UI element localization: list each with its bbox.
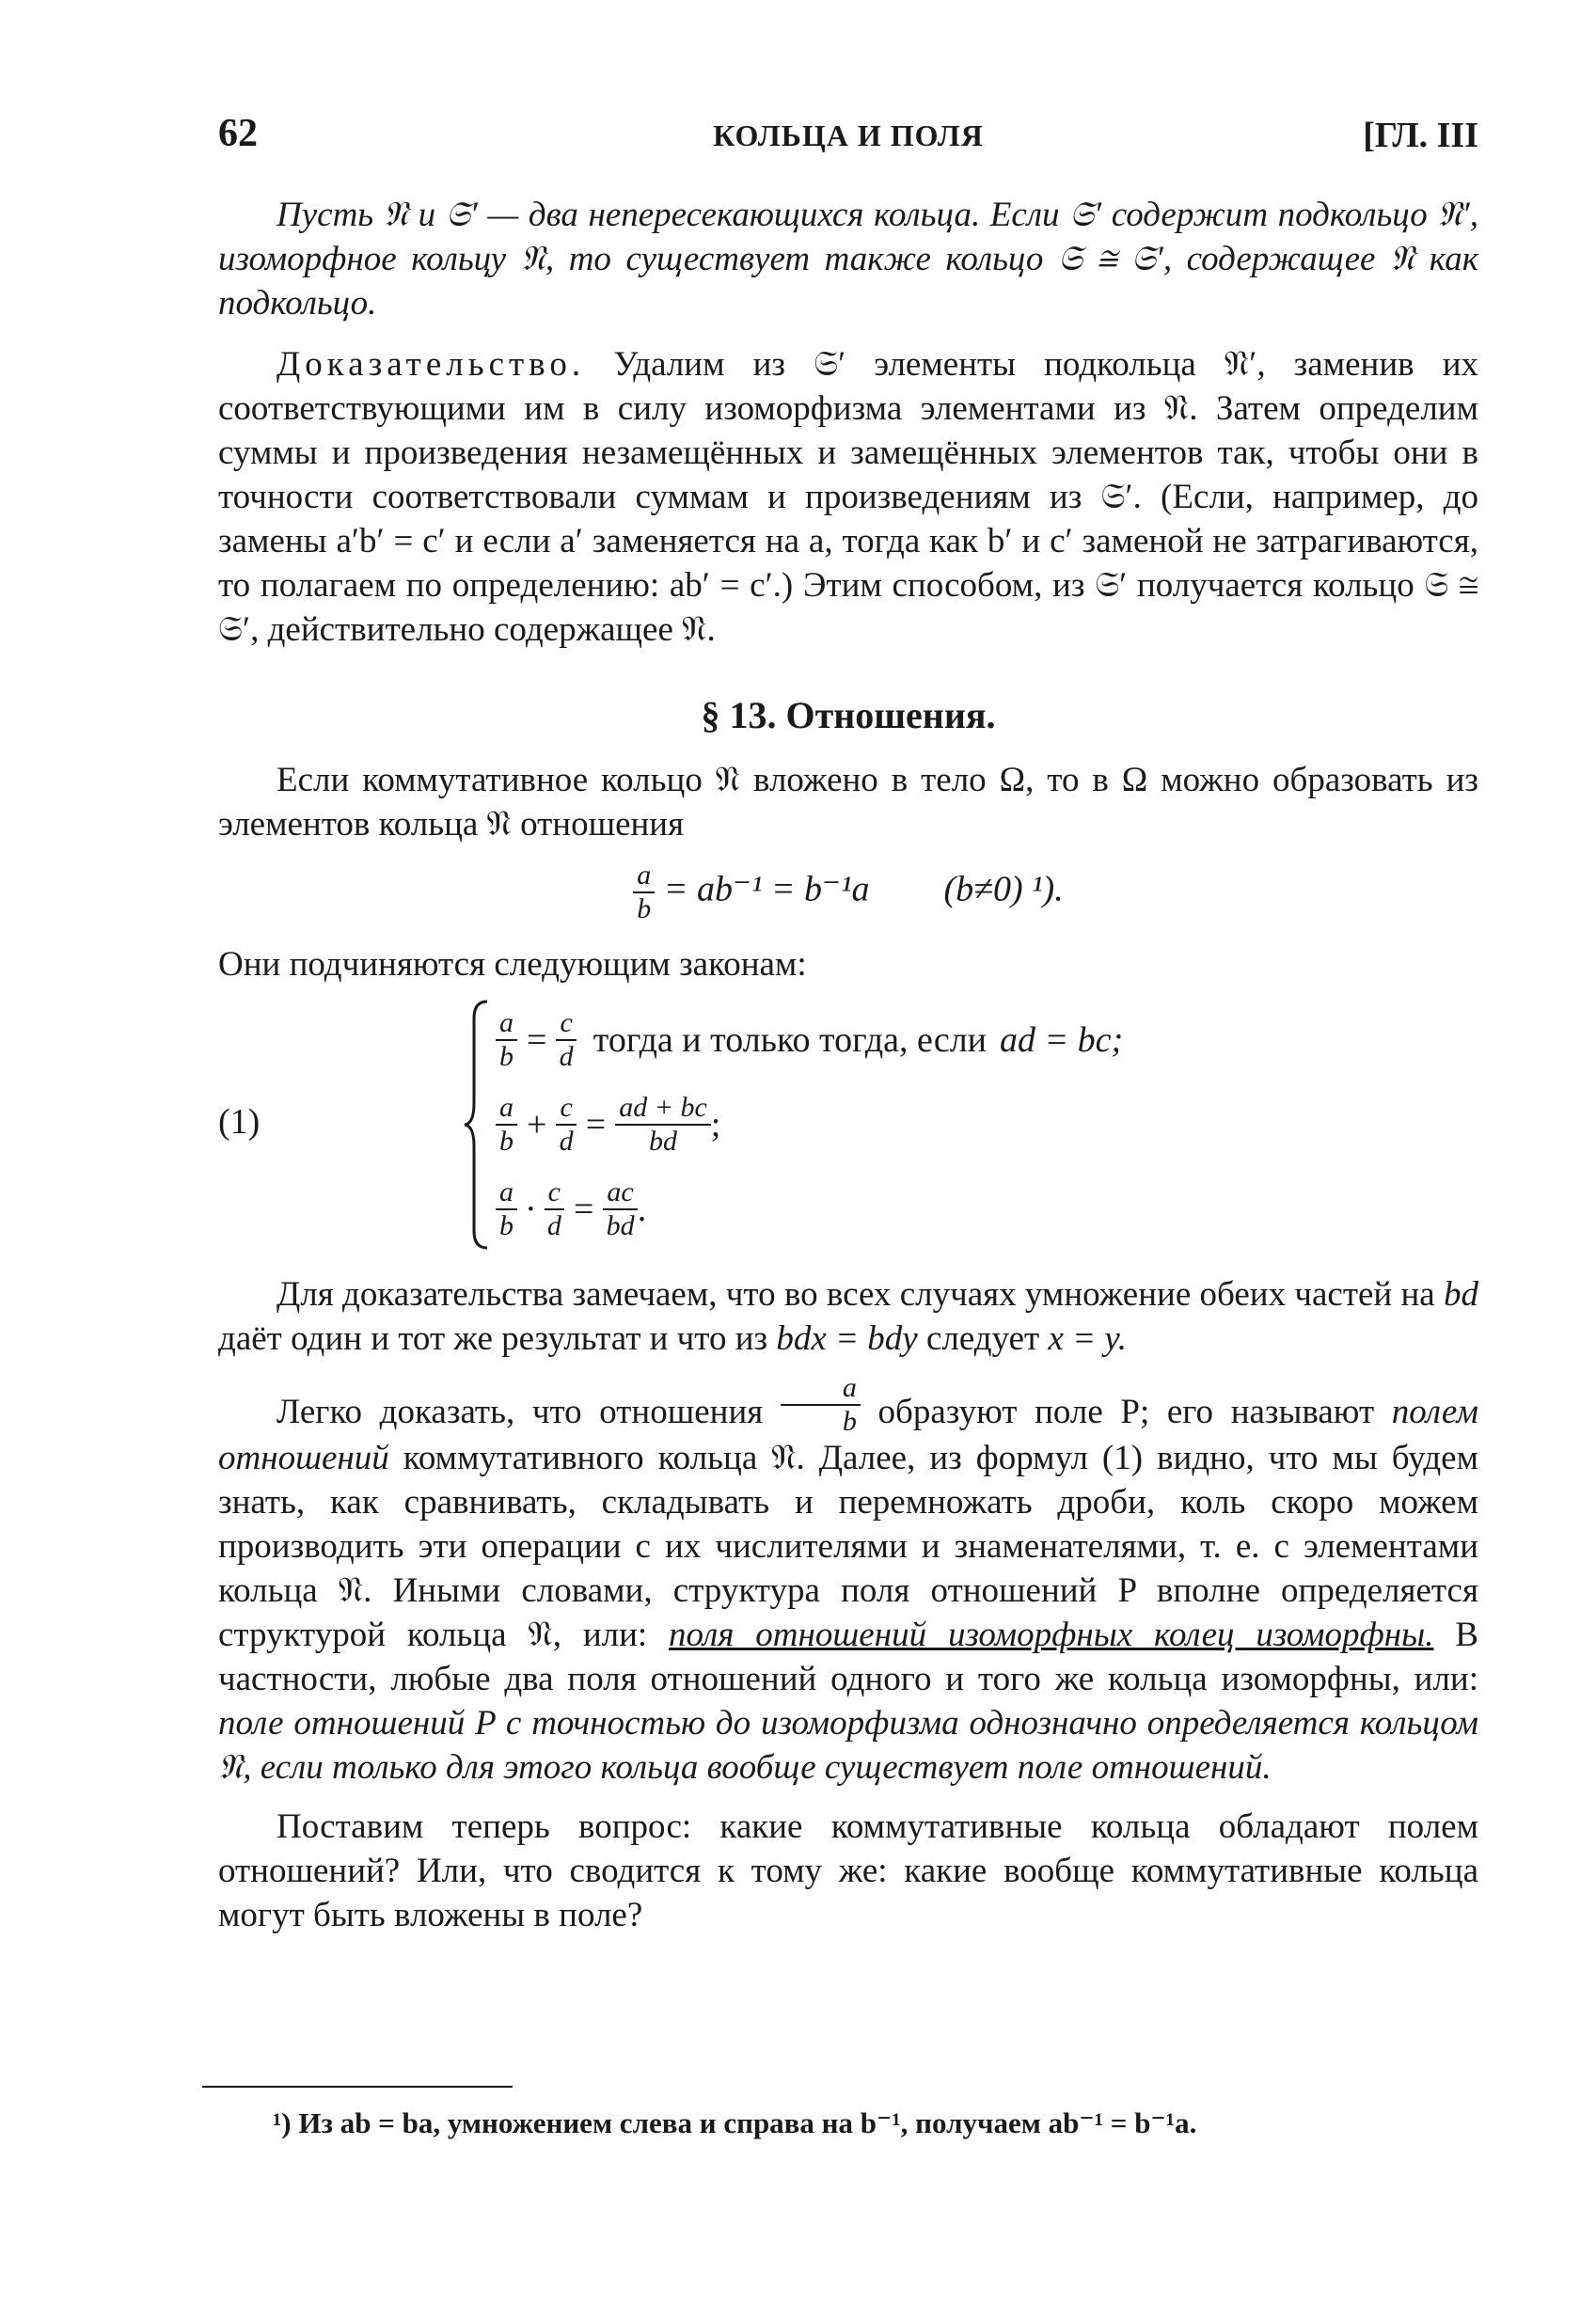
proof-paragraph — [218, 342, 1478, 652]
footnote-rule — [202, 2086, 513, 2088]
underlined-statement: поля отношений изоморфных колец изоморфны. — [669, 1616, 1434, 1654]
section-heading: § 13. Отношения. — [701, 694, 996, 736]
law-equality-text: тогда и только тогда, если — [593, 1020, 988, 1060]
laws-lines — [496, 998, 1123, 1252]
formula-label: (1) — [218, 1102, 261, 1142]
laws-system — [218, 998, 1478, 1252]
proof-label: Доказательство. — [277, 345, 586, 384]
section-intro: Если коммутативное кольцо 𝔑 вложено в тело Ω, то в Ω можно образовать из элементов кольца 𝔑 отношения — [218, 761, 1478, 844]
theorem-statement: Пусть 𝔑 и 𝔖′ — два непересекающихся кольца. Если 𝔖′ содержит подкольцо 𝔑′, изоморфное кольцу 𝔑, то существует также кольцо 𝔖 ≅ 𝔖′, содержащее 𝔑 как подкольцо. — [218, 196, 1478, 323]
main-text — [218, 193, 1478, 1937]
chapter-marker: [ГЛ. III — [1363, 116, 1478, 155]
definition-formula: = ab⁻¹ = b⁻¹a — [663, 869, 870, 909]
page-number: 62 — [218, 112, 258, 155]
ratio-definition — [218, 861, 1478, 923]
running-header — [218, 111, 1478, 167]
field-of-quotients-paragraph: Легко доказать, что отношения $\frac{a}{b}$ образуют поле P; его называют полем отношений коммутативного кольца 𝔑. Далее, из формул (1) видно, что мы будем знать, как сравнивать, складывать и перемножать дроби, коль скоро можем производить эти операции с их числителями и знаменателями, т. е. с элементами кольца 𝔑. Иными словами, структура поля отношений P вполне определяется структурой кольца 𝔑, или: поля отношений изоморфных колец изоморфны. В частности, любые два поля отношений одного и того же кольца изоморфны, или: поле отношений P с точностью до изоморфизма однозначно определяется кольцом 𝔑, если только для этого кольца вообще существует поле отношений. — [218, 1372, 1478, 1787]
law-product: $\frac{a}{b}$ · $\frac{c}{d}$ = $\frac{ac}{bd}$ . — [496, 1167, 1123, 1252]
laws-intro: Они подчиняются следующим законам: — [218, 945, 807, 984]
law-equality: $\frac{a}{b}$ = $\frac{c}{d}$ тогда и только тогда, если ad = bc; — [496, 998, 1123, 1082]
italic-conclusion: поле отношений P с точностью до изоморфизма однозначно определяется кольцом 𝔑, если только для этого кольца вообще существует поле отношений. — [218, 1704, 1478, 1787]
fraction-a-over-b-inline: $\frac{a}{b}$ — [781, 1374, 861, 1436]
law-sum: $\frac{a}{b}$ + $\frac{c}{d}$ = $\frac{ad + bc}{bd}$ ; — [496, 1082, 1123, 1167]
proof-of-laws: Для доказательства замечаем, что во всех случаях умножение обеих частей на bd даёт один и тот же результат и что из bdx = bdy следует x = y. — [218, 1275, 1478, 1358]
fraction-a-over-b: $\frac{a}{b}$ — [633, 861, 655, 923]
question-paragraph: Поставим теперь вопрос: какие коммутативные кольца обладают полем отношений? Или, что сводится к тому же: какие вообще коммутативные кольца могут быть вложены в поле? — [218, 1807, 1478, 1934]
term-field-of-quotients: полем отношений — [218, 1393, 1478, 1477]
left-brace — [463, 998, 491, 1252]
running-title: КОЛЬЦА И ПОЛЯ — [713, 118, 984, 152]
footnote: ¹) Из ab = ba, умножением слева и справа на b⁻¹, получаем ab⁻¹ = b⁻¹a. — [273, 2106, 1197, 2139]
proof-text: Удалим из 𝔖′ элементы подкольца 𝔑′, заменив их соответствующими им в силу изоморфизма элементами из 𝔑. Затем определим суммы и произведения незамещённых и замещённых элементов так, чтобы они в точности соответствовали суммам и произведениям из 𝔖′. (Если, например, до замены a′b′ = c′ и если a′ заменяется на a, тогда как b′ и c′ заменой не затрагиваются, то полагаем по определению: ab′ = c′.) Этим способом, из 𝔖′ получается кольцо 𝔖 ≅ 𝔖′, действительно содержащее 𝔑. — [218, 345, 1478, 649]
law-equality-condition: ad = bc; — [1000, 1020, 1124, 1060]
definition-condition: (b≠0) ¹). — [943, 869, 1064, 909]
